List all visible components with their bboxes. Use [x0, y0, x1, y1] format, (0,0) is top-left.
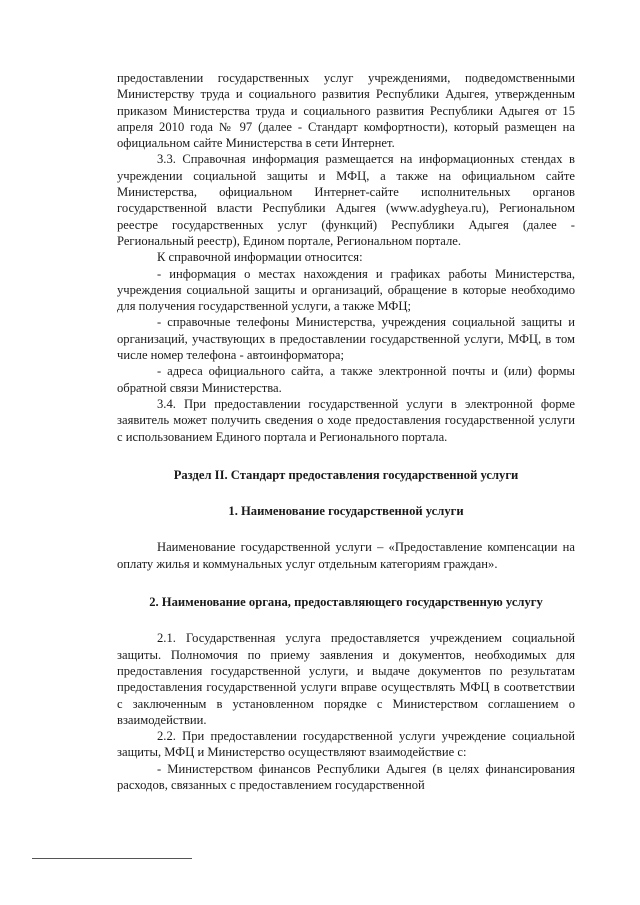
heading-authority-name: 2. Наименование органа, предоставляющего государственную услугу: [149, 595, 543, 610]
list-item-addresses: - адреса официального сайта, а также электронной почты и (или) формы обратной связи Министерства.: [117, 364, 575, 395]
paragraph-standard-comfort: предоставлении государственных услуг учреждениями, подведомственными Министерству труда и социального развития Республики Адыгея, утвержденным приказом Министерства труда и социального развития Республики Адыгея от 15 апреля 2010 года № 97 (далее - Стандарт комфортности), который размещен на официальном сайте Министерства в сети Интернет.: [117, 71, 575, 151]
paragraph-2-1: 2.1. Государственная услуга предоставляется учреждением социальной защиты. Полномочия по приему заявления и документов, необходимых для предоставления государственной услуги, и выдаче документов по результатам предоставления государственной услуги вправе осуществлять МФЦ в соответствии с заключенным в установленном порядке с Министерством соглашением о взаимодействии.: [117, 631, 575, 727]
list-item-ministry-finance: - Министерством финансов Республики Адыгея (в целях финансирования расходов, связанных с предоставлением государственной: [117, 761, 575, 792]
paragraph-3-4: 3.4. При предоставлении государственной услуги в электронной форме заявитель может получить сведения о ходе предоставления государственной услуги с использованием Единого портала и Регионального портала.: [117, 396, 575, 444]
document-page: [117, 70, 575, 793]
footnote-separator: [32, 858, 192, 859]
paragraph-3-3: 3.3. Справочная информация размещается на информационных стендах в учреждении социальной защиты и МФЦ, а также на официальном сайте Министерства, официальном Интернет-сайте исполнительных органов государственной власти Республики Адыгея (www.adygheya.ru), Региональном реестре государственных услуг (функций) Республики Адыгея (далее - Региональный реестр), Едином портале, Региональном портале.: [117, 152, 575, 248]
list-item-locations: - информация о местах нахождения и графиках работы Министерства, учреждения социальной защиты и организаций, обращение в которые необходимо для получения государственной услуги, а также МФЦ;: [117, 266, 575, 314]
heading-service-name: 1. Наименование государственной услуги: [228, 504, 464, 519]
list-item-phones: - справочные телефоны Министерства, учреждения социальной защиты и организаций, участвующих в предоставлении государственной услуги, МФЦ, в том числе номер телефона - автоинформатора;: [117, 315, 575, 363]
section-title: Раздел II. Стандарт предоставления государственной услуги: [173, 467, 519, 482]
paragraph-reference-info-intro: К справочной информации относится:: [157, 250, 363, 265]
paragraph-service-name: Наименование государственной услуги – «Предоставление компенсации на оплату жилья и коммунальных услуг отдельным категориям граждан».: [117, 540, 575, 571]
paragraph-2-2: 2.2. При предоставлении государственной услуги учреждение социальной защиты, МФЦ и Министерство осуществляют взаимодействие с:: [117, 729, 575, 760]
